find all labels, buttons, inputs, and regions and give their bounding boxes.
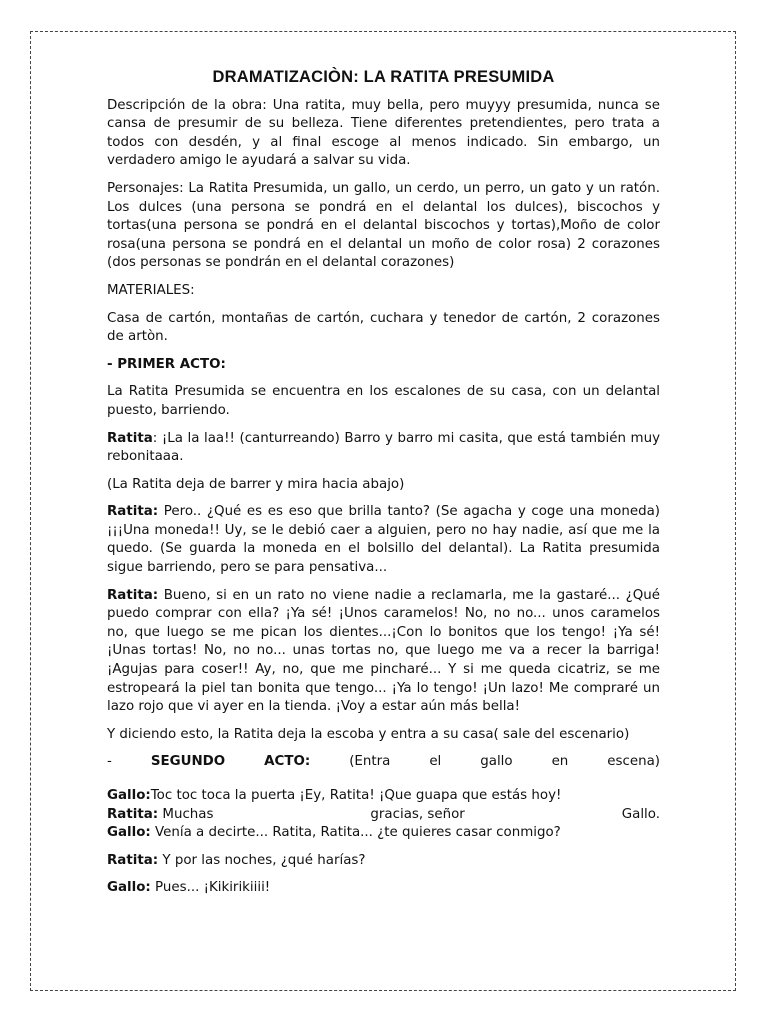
segundo-acto-heading bbox=[107, 753, 660, 772]
speaker-name: Ratita: bbox=[107, 806, 159, 822]
dialogo-text: Pues... ¡Kikirikiiii! bbox=[150, 880, 271, 896]
acotacion2: Y diciendo esto, la Ratita deja la escoba y entra a su casa( sale del escenario) bbox=[107, 726, 630, 742]
dialogo-text: : ¡La la laa!! (canturreando) Barro y barro mi casita, que está también muy rebonitaaa. bbox=[107, 430, 660, 465]
dialogo-text: Y por las noches, ¿qué harías? bbox=[158, 852, 366, 868]
dialogo3 bbox=[107, 587, 660, 717]
gallo3 bbox=[107, 879, 660, 898]
escena1-paragraph: La Ratita Presumida se encuentra en los escalones de su casa, con un delantal puesto, barriendo. bbox=[107, 384, 660, 418]
act-word-acto: ACTO: bbox=[264, 754, 311, 770]
dialogo-text: Gallo. bbox=[621, 806, 660, 822]
act-word: gallo bbox=[480, 754, 513, 770]
materiales-heading: MATERIALES: bbox=[107, 282, 195, 298]
speaker-name: Ratita: bbox=[107, 852, 159, 868]
speaker-name: Gallo: bbox=[107, 788, 151, 803]
primer-acto-heading: - PRIMER ACTO: bbox=[107, 356, 226, 372]
materiales-paragraph: Casa de cartón, montañas de cartón, cuchara y tenedor de cartón, 2 corazones de artòn. bbox=[107, 310, 660, 345]
personajes-paragraph: Personajes: La Ratita Presumida, un gallo, un cerdo, un perro, un gato y un ratón. Los dulces (una persona se pondrá en el delantal los dulces), biscochos y tortas(una persona se pondrá en el delantal biscochos y tortas),Moño de color rosa(una persona se pondrá en el delantal un moño de color rosa) 2 corazones (dos personas se pondrán en el delantal corazones) bbox=[107, 180, 660, 271]
act-word-segundo: SEGUNDO bbox=[150, 754, 226, 770]
document-body bbox=[107, 68, 660, 907]
dialogo2 bbox=[107, 503, 660, 577]
dialogo-text: Pero.. ¿Qué es es eso que brilla tanto? (Se agacha y coge una moneda) ¡¡¡Una moneda!! Uy, se le debió caer a alguien, pero no hay nadie, así que me la quedo. (Se guarda la moneda en el bolsillo del delantal). La Ratita presumida sigue barriendo, pero se para pensativa... bbox=[107, 504, 660, 576]
dialogo-text: Toc toc toca la puerta ¡Ey, Ratita! ¡Que guapa que estás hoy! bbox=[150, 788, 562, 803]
speaker-name: Ratita: bbox=[107, 587, 159, 603]
dialogo1 bbox=[107, 430, 660, 467]
gallo1 bbox=[107, 787, 660, 806]
act-word: en bbox=[551, 754, 569, 770]
gallo2 bbox=[107, 824, 660, 843]
dialogo-text: Muchas bbox=[162, 806, 214, 822]
ratita4 bbox=[107, 806, 660, 825]
speaker-name: Gallo: bbox=[107, 880, 151, 896]
document-title: DRAMATIZACIÒN: LA RATITA PRESUMIDA bbox=[212, 68, 555, 86]
dialogo-block-gallo bbox=[107, 787, 660, 843]
descripcion-paragraph: Descripción de la obra: Una ratita, muy bella, pero muyyy presumida, nunca se cansa de presumir de su belleza. Tiene diferentes pretendientes, pero trata a todos con desdén, y al final escoge al menos indicado. Sin embargo, un verdadero amigo le ayudará a salvar su vida. bbox=[107, 97, 660, 169]
speaker-name: Gallo: bbox=[107, 825, 151, 841]
act-word: (Entra bbox=[349, 754, 391, 770]
ratita5 bbox=[107, 852, 660, 871]
dialogo-text: Venía a decirte... Ratita, Ratita... ¿te quieres casar conmigo? bbox=[150, 825, 561, 841]
dialogo-text: Bueno, si en un rato no viene nadie a reclamarla, me la gastaré... ¿Qué puedo comprar con ella? ¡Ya sé! ¡Unos caramelos! No, no no... unos caramelos no, que luego se me pican los dientes...¡Con lo bonitos que los tengo! ¡Ya sé! ¡Unas tortas! No, no no... unas tortas no, que luego me va a recer la barriga! ¡Agujas para coser!! Ay, no, que me pincharé... Y si me queda cicatriz, se me estropeará la piel tan bonita que tengo... ¡Ya lo tengo! ¡Un lazo! Me compraré un lazo rojo que vi ayer en la tienda. ¡Voy a estar aún más bella! bbox=[107, 587, 660, 715]
dialogo-text: gracias, señor bbox=[370, 806, 465, 822]
speaker-name: Ratita bbox=[107, 430, 153, 446]
speaker-name: Ratita: bbox=[107, 504, 159, 520]
acotacion1: (La Ratita deja de barrer y mira hacia abajo) bbox=[107, 476, 405, 492]
act-word: escena) bbox=[607, 754, 660, 770]
act-word: el bbox=[429, 754, 442, 770]
act-dash: - bbox=[107, 754, 112, 770]
